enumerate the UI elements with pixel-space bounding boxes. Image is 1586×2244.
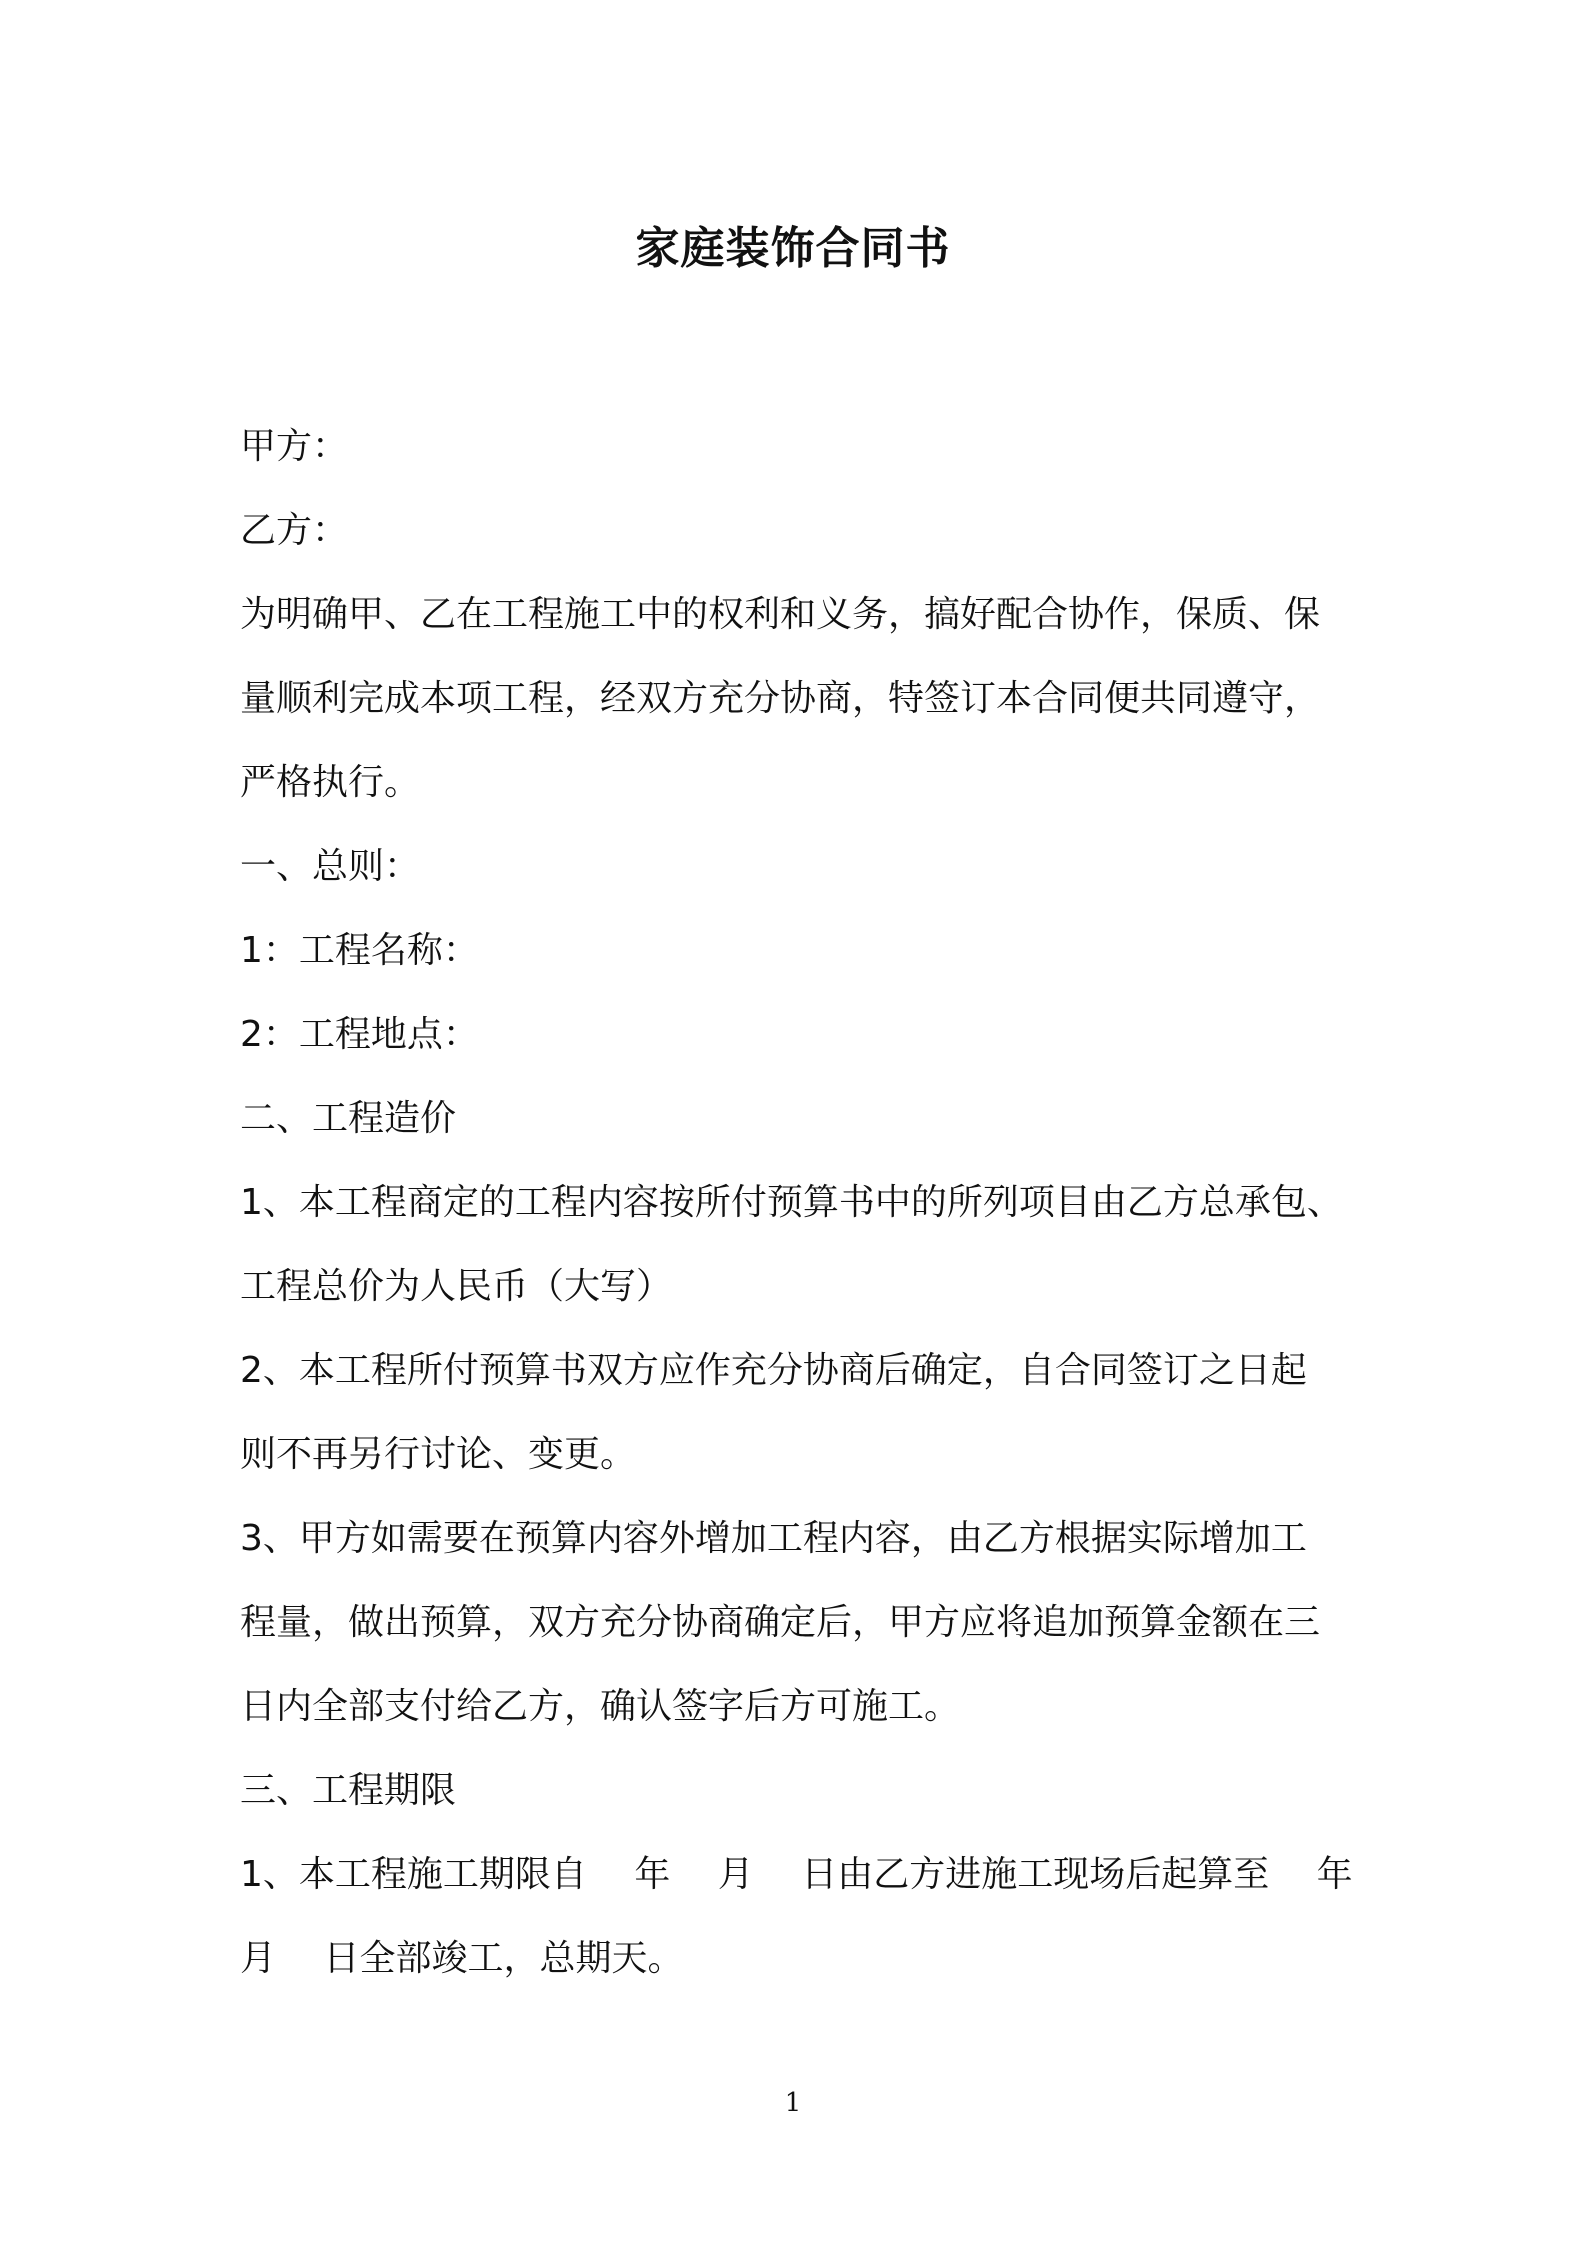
cost-clause-3-line-3: 日内全部支付给乙方，确认签字后方可施工。: [240, 1686, 961, 1727]
party-b-line: 乙方：: [240, 510, 349, 551]
preamble-line-3: 严格执行。: [240, 762, 421, 803]
party-a-line: 甲方：: [240, 426, 349, 467]
section-heading-period: 三、工程期限: [240, 1770, 457, 1811]
period-clause-1-line-2: 月 日全部竣工，总期天。: [240, 1938, 684, 1979]
project-location-line: 2：工程地点：: [240, 1014, 479, 1055]
cost-clause-3-line-2: 程量，做出预算，双方充分协商确定后，甲方应将追加预算金额在三: [240, 1602, 1321, 1643]
preamble-line-2: 量顺利完成本项工程，经双方充分协商，特签订本合同便共同遵守，: [240, 678, 1321, 719]
cost-clause-2-line-2: 则不再另行讨论、变更。: [240, 1434, 637, 1475]
section-heading-cost: 二、工程造价: [240, 1098, 457, 1139]
document-title: 家庭装饰合同书: [635, 223, 951, 274]
preamble-line-1: 为明确甲、乙在工程施工中的权利和义务，搞好配合协作，保质、保: [240, 594, 1321, 635]
period-clause-1-line-1: 1、本工程施工期限自 年 月 日由乙方进施工现场后起算至 年: [240, 1854, 1353, 1895]
cost-clause-3-line-1: 3、甲方如需要在预算内容外增加工程内容，由乙方根据实际增加工: [240, 1518, 1307, 1559]
cost-clause-1-line-2: 工程总价为人民币（大写）: [240, 1266, 673, 1307]
project-name-line: 1：工程名称：: [240, 930, 479, 971]
document-body: [240, 405, 1360, 2001]
page-number: 1: [784, 2088, 802, 2118]
section-heading-general: 一、总则：: [240, 846, 421, 887]
cost-clause-1-line-1: 1、本工程商定的工程内容按所付预算书中的所列项目由乙方总承包、: [240, 1182, 1343, 1223]
cost-clause-2-line-1: 2、本工程所付预算书双方应作充分协商后确定，自合同签订之日起: [240, 1350, 1307, 1391]
